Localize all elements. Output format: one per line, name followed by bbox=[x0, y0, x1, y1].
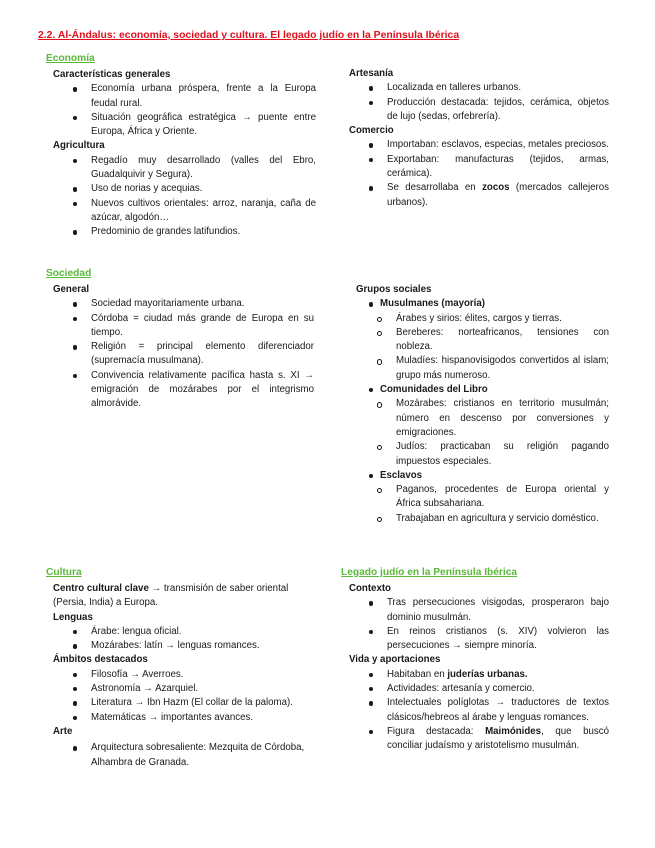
legado-right bbox=[341, 566, 609, 754]
lenguas-list bbox=[53, 625, 308, 654]
list-item: Mozárabes: latín → lenguas romances. bbox=[53, 639, 308, 653]
cultura-left bbox=[46, 566, 308, 770]
list-item: Árabe: lengua oficial. bbox=[53, 625, 308, 639]
figura-pre: Figura destacada: bbox=[387, 725, 486, 737]
general-list bbox=[53, 297, 314, 411]
esclavos-group bbox=[349, 469, 609, 483]
esclavos-list bbox=[356, 483, 609, 526]
list-item: Muladíes: hispanovisigodos convertidos al islam; grupo más numeroso. bbox=[356, 354, 609, 383]
list-item: Astronomía → Azarquiel. bbox=[53, 682, 308, 696]
comercio-heading: Comercio bbox=[349, 125, 394, 137]
arte-list bbox=[53, 741, 308, 770]
centro-bold: Centro cultural clave bbox=[53, 583, 149, 594]
page-title: 2.2. Al-Ándalus: economía, sociedad y cultura. El legado judío en la Península Ibérica bbox=[38, 30, 460, 41]
list-item: Sociedad mayoritariamente urbana. bbox=[53, 297, 314, 311]
list-item: Literatura → Ibn Hazm (El collar de la paloma). bbox=[53, 696, 308, 710]
arte-heading: Arte bbox=[53, 725, 73, 737]
artesania-list bbox=[349, 81, 609, 124]
esclavos-label: Esclavos bbox=[380, 469, 423, 481]
list-item: Arquitectura sobresaliente: Mezquita de Córdoba, Alhambra de Granada. bbox=[53, 741, 308, 770]
libro-group bbox=[349, 383, 609, 397]
musulmanes-label: Musulmanes (mayoría) bbox=[380, 298, 485, 310]
list-item: Filosofía → Averroes. bbox=[53, 668, 308, 682]
contexto-heading: Contexto bbox=[349, 583, 391, 594]
cultura-heading: Cultura bbox=[46, 567, 82, 578]
zocos-post: (mercados callejeros urbanos). bbox=[387, 182, 609, 208]
list-item: Producción destacada: tejidos, cerámica, objetos de lujo (sedas, orfebrería). bbox=[349, 96, 609, 125]
general-heading: General bbox=[53, 284, 90, 295]
list-item bbox=[349, 725, 609, 754]
sociedad-heading: Sociedad bbox=[46, 268, 92, 279]
musulmanes-item bbox=[349, 297, 609, 311]
musulmanes-list bbox=[356, 312, 609, 383]
caracteristicas-list bbox=[53, 82, 316, 139]
sociedad-right bbox=[356, 283, 609, 526]
artesania-heading: Artesanía bbox=[349, 68, 394, 79]
legado-heading: Legado judío en la Península Ibérica bbox=[341, 567, 518, 578]
list-item: Mozárabes: cristianos en territorio musulmán; número en descenso por conversiones y emigraciones. bbox=[356, 397, 609, 440]
libro-label: Comunidades del Libro bbox=[380, 384, 488, 396]
list-item: Córdoba = ciudad más grande de Europa en su tiempo. bbox=[53, 312, 314, 341]
list-item: Convivencia relativamente pacífica hasta s. XI → emigración de mozárabes por el integrismo almorávide. bbox=[53, 369, 314, 412]
list-item: En reinos cristianos (s. XIV) volvieron las persecuciones → siempre minoría. bbox=[349, 625, 609, 654]
contexto-list bbox=[349, 596, 609, 653]
vida-heading: Vida y aportaciones bbox=[349, 654, 441, 666]
list-item: Uso de norias y acequias. bbox=[53, 182, 316, 196]
list-item: Exportaban: manufacturas (tejidos, armas, cerámica). bbox=[349, 153, 609, 182]
ambitos-heading: Ámbitos destacados bbox=[53, 654, 148, 666]
list-item: Actividades: artesanía y comercio. bbox=[349, 682, 609, 696]
list-item: Localizada en talleres urbanos. bbox=[349, 81, 609, 95]
economia-right bbox=[349, 67, 609, 210]
juderias-bold: juderías urbanas. bbox=[447, 668, 528, 680]
zocos-pre: Se desarrollaba en bbox=[387, 182, 483, 194]
libro-list bbox=[356, 397, 609, 468]
list-item: Paganos, procedentes de Europa oriental y África subsahariana. bbox=[356, 483, 609, 512]
grupos-heading: Grupos sociales bbox=[356, 284, 432, 295]
list-item: Judíos: practicaban su religión pagando impuestos especiales. bbox=[356, 440, 609, 469]
list-item: Situación geográfica estratégica → puente entre Europa, África y Oriente. bbox=[53, 111, 316, 140]
figura-post: , que buscó conciliar judaísmo y aristotelismo musulmán. bbox=[387, 725, 609, 752]
economia-heading: Economía bbox=[46, 53, 95, 64]
lenguas-heading: Lenguas bbox=[53, 611, 93, 623]
list-item: Economía urbana próspera, frente a la Europa feudal rural. bbox=[53, 82, 316, 111]
esclavos-item bbox=[349, 469, 609, 483]
list-item: Trabajaban en agricultura y servicio doméstico. bbox=[356, 512, 609, 526]
libro-item bbox=[349, 383, 609, 397]
list-item: Intelectuales políglotas → traductores de textos clásicos/hebreos al árabe y lenguas romances. bbox=[349, 696, 609, 725]
list-item: Árabes y sirios: élites, cargos y tierras. bbox=[356, 312, 609, 326]
ambitos-list bbox=[53, 668, 308, 725]
list-item: Regadío muy desarrollado (valles del Ebro, Guadalquivir y Segura). bbox=[53, 154, 316, 183]
vida-list bbox=[349, 668, 609, 754]
grupos-list bbox=[349, 297, 609, 311]
figura-bold: Maimónides bbox=[485, 725, 542, 737]
list-item bbox=[349, 181, 609, 210]
list-item: Tras persecuciones visigodas, prosperaron bajo dominio musulmán. bbox=[349, 596, 609, 625]
juderias-pre: Habitaban en bbox=[387, 668, 448, 680]
list-item: Matemáticas → importantes avances. bbox=[53, 711, 308, 725]
economia-left bbox=[46, 52, 316, 240]
agricultura-list bbox=[53, 154, 316, 240]
caracteristicas-heading: Características generales bbox=[53, 69, 171, 80]
list-item bbox=[349, 668, 609, 682]
agricultura-heading: Agricultura bbox=[53, 140, 105, 152]
list-item: Bereberes: norteafricanos, tensiones con nobleza. bbox=[356, 326, 609, 355]
list-item: Religión = principal elemento diferenciador (supremacía musulmana). bbox=[53, 340, 314, 369]
sociedad-left bbox=[46, 267, 314, 412]
list-item: Nuevos cultivos orientales: arroz, naranja, caña de azúcar, algodón… bbox=[53, 197, 316, 226]
comercio-list bbox=[349, 138, 609, 209]
centro-cultural bbox=[53, 582, 308, 611]
list-item: Predominio de grandes latifundios. bbox=[53, 225, 316, 239]
list-item: Importaban: esclavos, especias, metales preciosos. bbox=[349, 138, 609, 152]
centro-rest: → transmisión de saber oriental (Persia, India) a Europa. bbox=[53, 583, 289, 609]
zocos-bold: zocos bbox=[482, 182, 510, 194]
